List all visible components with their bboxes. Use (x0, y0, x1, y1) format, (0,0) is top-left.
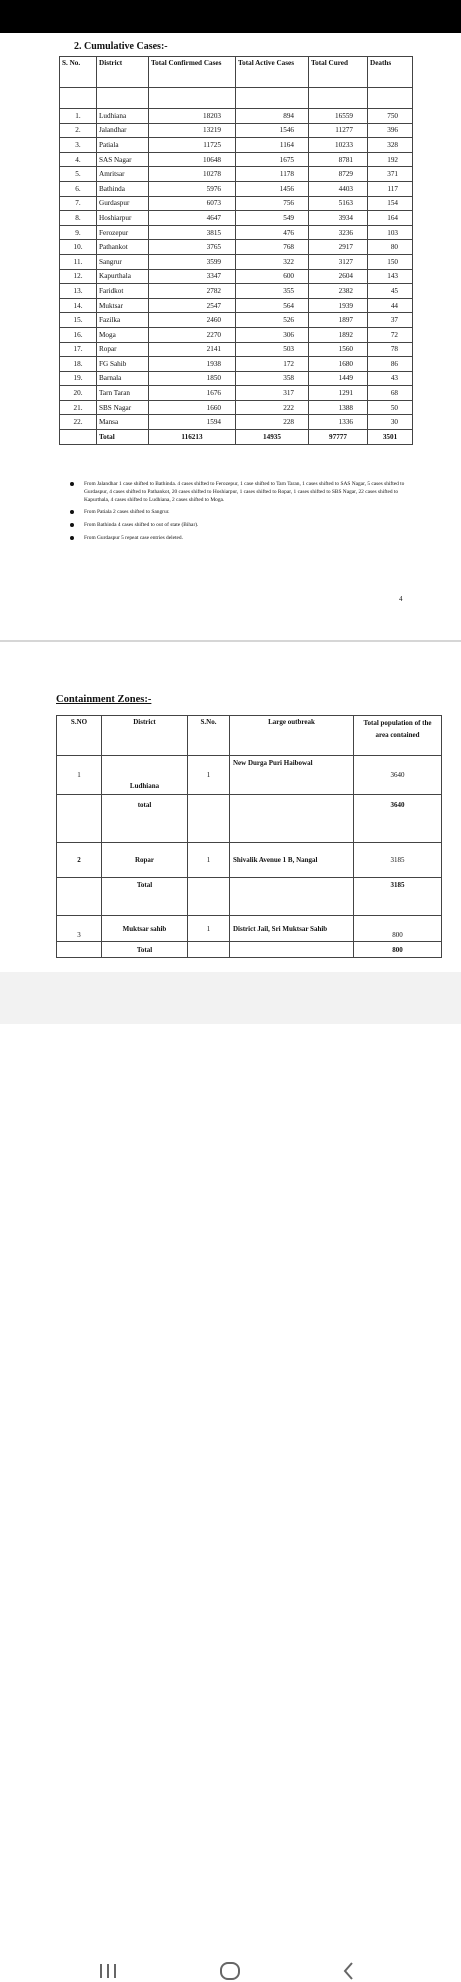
home-icon[interactable] (218, 1960, 242, 1982)
cell-active: 768 (236, 240, 309, 255)
cell-cured: 1560 (309, 342, 368, 357)
cell-district: Bathinda (97, 181, 149, 196)
cell-sno: 1. (60, 109, 97, 124)
cell-cured: 1892 (309, 327, 368, 342)
cell-subno: 1 (188, 916, 230, 942)
cell-cured: 3127 (309, 254, 368, 269)
cell-confirmed: 2460 (149, 313, 236, 328)
recent-apps-icon[interactable] (97, 1960, 119, 1982)
header-sno: S.NO (57, 716, 102, 756)
cell-deaths: 3501 (368, 430, 413, 445)
cell-active: 358 (236, 371, 309, 386)
table-row (60, 269, 413, 284)
cell-confirmed: 13219 (149, 123, 236, 138)
cell-total-value: 800 (354, 942, 442, 958)
cell-district: Hoshiarpur (97, 211, 149, 226)
cell-deaths: 117 (368, 181, 413, 196)
cell-sno: 1 (57, 756, 102, 795)
cell-deaths: 50 (368, 400, 413, 415)
table-header-row (60, 57, 413, 88)
cell-district: Ropar (102, 843, 188, 878)
cell-subno: 1 (188, 843, 230, 878)
cell-deaths: 164 (368, 211, 413, 226)
cell-sno: 10. (60, 240, 97, 255)
cell-cured: 3236 (309, 225, 368, 240)
table-row (60, 342, 413, 357)
document-page-cumulative (0, 33, 461, 639)
cell-subno: 1 (188, 756, 230, 795)
cell-cured: 10233 (309, 138, 368, 153)
cumulative-cases-table (59, 56, 413, 445)
cell-deaths: 86 (368, 357, 413, 372)
cell-confirmed: 2782 (149, 284, 236, 299)
cell-sno: 3. (60, 138, 97, 153)
cell-district: SBS Nagar (97, 400, 149, 415)
bullet-icon (70, 536, 74, 540)
cell-active: 306 (236, 327, 309, 342)
cell-active: 228 (236, 415, 309, 430)
header-outbreak: Large outbreak (230, 716, 354, 756)
cell-cured: 3934 (309, 211, 368, 226)
table-row (60, 284, 413, 299)
cell-confirmed: 1594 (149, 415, 236, 430)
table-row-total (57, 942, 442, 958)
cell-deaths: 43 (368, 371, 413, 386)
header-cured: Total Cured (309, 57, 368, 88)
cell-population: 3640 (354, 756, 442, 795)
cell-sno: 22. (60, 415, 97, 430)
cell-sno: 5. (60, 167, 97, 182)
cell-confirmed: 3765 (149, 240, 236, 255)
cell-sno: 17. (60, 342, 97, 357)
cell-total-value: 3185 (354, 878, 442, 916)
cell-deaths: 150 (368, 254, 413, 269)
table-header-row (57, 716, 442, 756)
table-row-total (57, 878, 442, 916)
table-row (57, 843, 442, 878)
cell-sno: 9. (60, 225, 97, 240)
cell-district: Amritsar (97, 167, 149, 182)
cell-active: 1546 (236, 123, 309, 138)
navigation-bar (0, 972, 461, 1024)
cell-sno: 16. (60, 327, 97, 342)
cell-confirmed: 2547 (149, 298, 236, 313)
cell-active: 1164 (236, 138, 309, 153)
note-item: From Jalandhar 1 case shifted to Bathinda. 4 cases shifted to Ferozepur, 1 case shifted to Tarn Taran, 1 cases shifted to SAS Nagar, 5 cases shifted to Gurdaspur, 4 cases shifted to Pathankot, 20 cases shifted to Hoshiarpur, 1 cases shifted to Ropar, 1 cases shifted to SBS Nagar, 22 cases shifted to Kapurthala, 4 cases shifted to Ludhiana, 2 cases shifted to Moga. (70, 481, 410, 504)
cell-sno: 4. (60, 152, 97, 167)
blank-row (60, 88, 413, 109)
cell-sno: 6. (60, 181, 97, 196)
table-row (60, 313, 413, 328)
cell-active: 1456 (236, 181, 309, 196)
bullet-icon (70, 482, 74, 486)
cell-cured: 97777 (309, 430, 368, 445)
cell-cured: 1897 (309, 313, 368, 328)
cell-district: Gurdaspur (97, 196, 149, 211)
cell-confirmed: 10278 (149, 167, 236, 182)
cell-deaths: 154 (368, 196, 413, 211)
cell-sno: 11. (60, 254, 97, 269)
cell-district: SAS Nagar (97, 152, 149, 167)
cell-cured: 8781 (309, 152, 368, 167)
cell-total-label: Total (102, 942, 188, 958)
header-subno: S.No. (188, 716, 230, 756)
table-row (60, 386, 413, 401)
cell-active: 600 (236, 269, 309, 284)
bullet-icon (70, 510, 74, 514)
cell-sno: 12. (60, 269, 97, 284)
cell-active: 14935 (236, 430, 309, 445)
cell-deaths: 192 (368, 152, 413, 167)
cell-total-label: Total (97, 430, 149, 445)
cell-district: Ludhiana (97, 109, 149, 124)
cell-outbreak: New Durga Puri Haibowal (230, 756, 354, 795)
cell-cured: 1449 (309, 371, 368, 386)
cell-cured: 4403 (309, 181, 368, 196)
cell-district: Faridkot (97, 284, 149, 299)
containment-zones-table (56, 715, 442, 958)
cell-confirmed: 3815 (149, 225, 236, 240)
table-row (60, 415, 413, 430)
header-confirmed: Total Confirmed Cases (149, 57, 236, 88)
cell-confirmed: 18203 (149, 109, 236, 124)
table-row (60, 109, 413, 124)
table-row (57, 756, 442, 795)
cell-sno: 18. (60, 357, 97, 372)
cell-sno: 13. (60, 284, 97, 299)
cell-total-label: total (102, 795, 188, 843)
cell-active: 526 (236, 313, 309, 328)
cell-district: FG Sahib (97, 357, 149, 372)
cell-sno: 7. (60, 196, 97, 211)
cell-cured: 5163 (309, 196, 368, 211)
cell-active: 1178 (236, 167, 309, 182)
back-icon[interactable] (338, 1960, 360, 1982)
status-bar (0, 0, 461, 33)
cell-cured: 1388 (309, 400, 368, 415)
table-row (60, 400, 413, 415)
header-sno: S. No. (60, 57, 97, 88)
cell-district: Mansa (97, 415, 149, 430)
table-row (60, 240, 413, 255)
header-district: District (97, 57, 149, 88)
table-row (60, 211, 413, 226)
cell-confirmed: 1676 (149, 386, 236, 401)
header-district: District (102, 716, 188, 756)
cell-district: Muktsar (97, 298, 149, 313)
cell-deaths: 37 (368, 313, 413, 328)
cell-cured: 2604 (309, 269, 368, 284)
cell-district: Moga (97, 327, 149, 342)
cell-confirmed: 11725 (149, 138, 236, 153)
cell-cured: 16559 (309, 109, 368, 124)
cell-confirmed: 3347 (149, 269, 236, 284)
cell-deaths: 396 (368, 123, 413, 138)
cell-deaths: 30 (368, 415, 413, 430)
table-row (60, 298, 413, 313)
cell-active: 322 (236, 254, 309, 269)
cell-district: Pathankot (97, 240, 149, 255)
cell-population: 800 (354, 916, 442, 942)
cell-sno: 20. (60, 386, 97, 401)
notes-list (70, 481, 410, 548)
cell-deaths: 103 (368, 225, 413, 240)
cell-deaths: 68 (368, 386, 413, 401)
cell-active: 222 (236, 400, 309, 415)
cell-confirmed: 116213 (149, 430, 236, 445)
cell-cured: 1939 (309, 298, 368, 313)
cell-deaths: 45 (368, 284, 413, 299)
cell-confirmed: 1660 (149, 400, 236, 415)
cell-active: 476 (236, 225, 309, 240)
cell-sno: 15. (60, 313, 97, 328)
cell-sno (60, 430, 97, 445)
cell-cured: 1680 (309, 357, 368, 372)
note-item: From Patiala 2 cases shifted to Sangrur. (70, 509, 410, 517)
cell-district: Barnala (97, 371, 149, 386)
cell-active: 756 (236, 196, 309, 211)
cell-sno: 21. (60, 400, 97, 415)
cell-sno: 14. (60, 298, 97, 313)
table-row (60, 371, 413, 386)
cell-district: Patiala (97, 138, 149, 153)
cell-active: 549 (236, 211, 309, 226)
cell-confirmed: 1938 (149, 357, 236, 372)
cell-confirmed: 5976 (149, 181, 236, 196)
cell-deaths: 72 (368, 327, 413, 342)
cell-sno: 2. (60, 123, 97, 138)
document-page-containment (0, 642, 461, 972)
cell-deaths: 328 (368, 138, 413, 153)
cell-cured: 8729 (309, 167, 368, 182)
table-row (60, 225, 413, 240)
cell-population: 3185 (354, 843, 442, 878)
section-title-containment: Containment Zones:- (56, 694, 152, 705)
cell-confirmed: 4647 (149, 211, 236, 226)
cell-deaths: 44 (368, 298, 413, 313)
cell-active: 503 (236, 342, 309, 357)
cell-active: 317 (236, 386, 309, 401)
section-title-cumulative: 2. Cumulative Cases:- (74, 41, 168, 52)
table-row (57, 916, 442, 942)
cell-active: 355 (236, 284, 309, 299)
bullet-icon (70, 523, 74, 527)
cell-outbreak: District Jail, Sri Muktsar Sahib (230, 916, 354, 942)
table-row (60, 196, 413, 211)
cell-confirmed: 10648 (149, 152, 236, 167)
cell-district: Jalandhar (97, 123, 149, 138)
table-row (60, 327, 413, 342)
cell-active: 564 (236, 298, 309, 313)
cell-sno: 2 (57, 843, 102, 878)
table-row (60, 181, 413, 196)
cell-cured: 2917 (309, 240, 368, 255)
table-row (60, 123, 413, 138)
cell-district: Fazilka (97, 313, 149, 328)
table-row (60, 357, 413, 372)
cell-sno: 8. (60, 211, 97, 226)
header-deaths: Deaths (368, 57, 413, 88)
table-row (60, 167, 413, 182)
table-row-total (57, 795, 442, 843)
cell-confirmed: 2270 (149, 327, 236, 342)
cell-district: Ropar (97, 342, 149, 357)
cell-cured: 11277 (309, 123, 368, 138)
cell-confirmed: 1850 (149, 371, 236, 386)
cell-active: 894 (236, 109, 309, 124)
cell-active: 172 (236, 357, 309, 372)
cell-district: Ludhiana (102, 756, 188, 795)
table-row-total (60, 430, 413, 445)
cell-deaths: 80 (368, 240, 413, 255)
page-number: 4 (399, 595, 403, 603)
cell-deaths: 371 (368, 167, 413, 182)
cell-district: Muktsar sahib (102, 916, 188, 942)
cell-district: Kapurthala (97, 269, 149, 284)
cell-deaths: 78 (368, 342, 413, 357)
table-row (60, 138, 413, 153)
cell-cured: 1336 (309, 415, 368, 430)
cell-cured: 1291 (309, 386, 368, 401)
cell-confirmed: 2141 (149, 342, 236, 357)
cell-district: Ferozepur (97, 225, 149, 240)
header-population: Total population of the area contained (354, 716, 442, 756)
cell-district: Sangrur (97, 254, 149, 269)
note-item: From Bathinda 4 cases shifted to out of state (Bihar). (70, 522, 410, 530)
cell-outbreak: Shivalik Avenue 1 B, Nangal (230, 843, 354, 878)
cell-deaths: 750 (368, 109, 413, 124)
note-item: From Gurdaspur 5 repeat case entries deleted. (70, 535, 410, 543)
cell-total-label: Total (102, 878, 188, 916)
cell-confirmed: 3599 (149, 254, 236, 269)
header-active: Total Active Cases (236, 57, 309, 88)
cell-sno: 19. (60, 371, 97, 386)
cell-confirmed: 6073 (149, 196, 236, 211)
cell-total-value: 3640 (354, 795, 442, 843)
cell-active: 1675 (236, 152, 309, 167)
table-row (60, 254, 413, 269)
table-row (60, 152, 413, 167)
cell-sno: 3 (57, 916, 102, 942)
cell-cured: 2382 (309, 284, 368, 299)
cell-deaths: 143 (368, 269, 413, 284)
cell-district: Tarn Taran (97, 386, 149, 401)
